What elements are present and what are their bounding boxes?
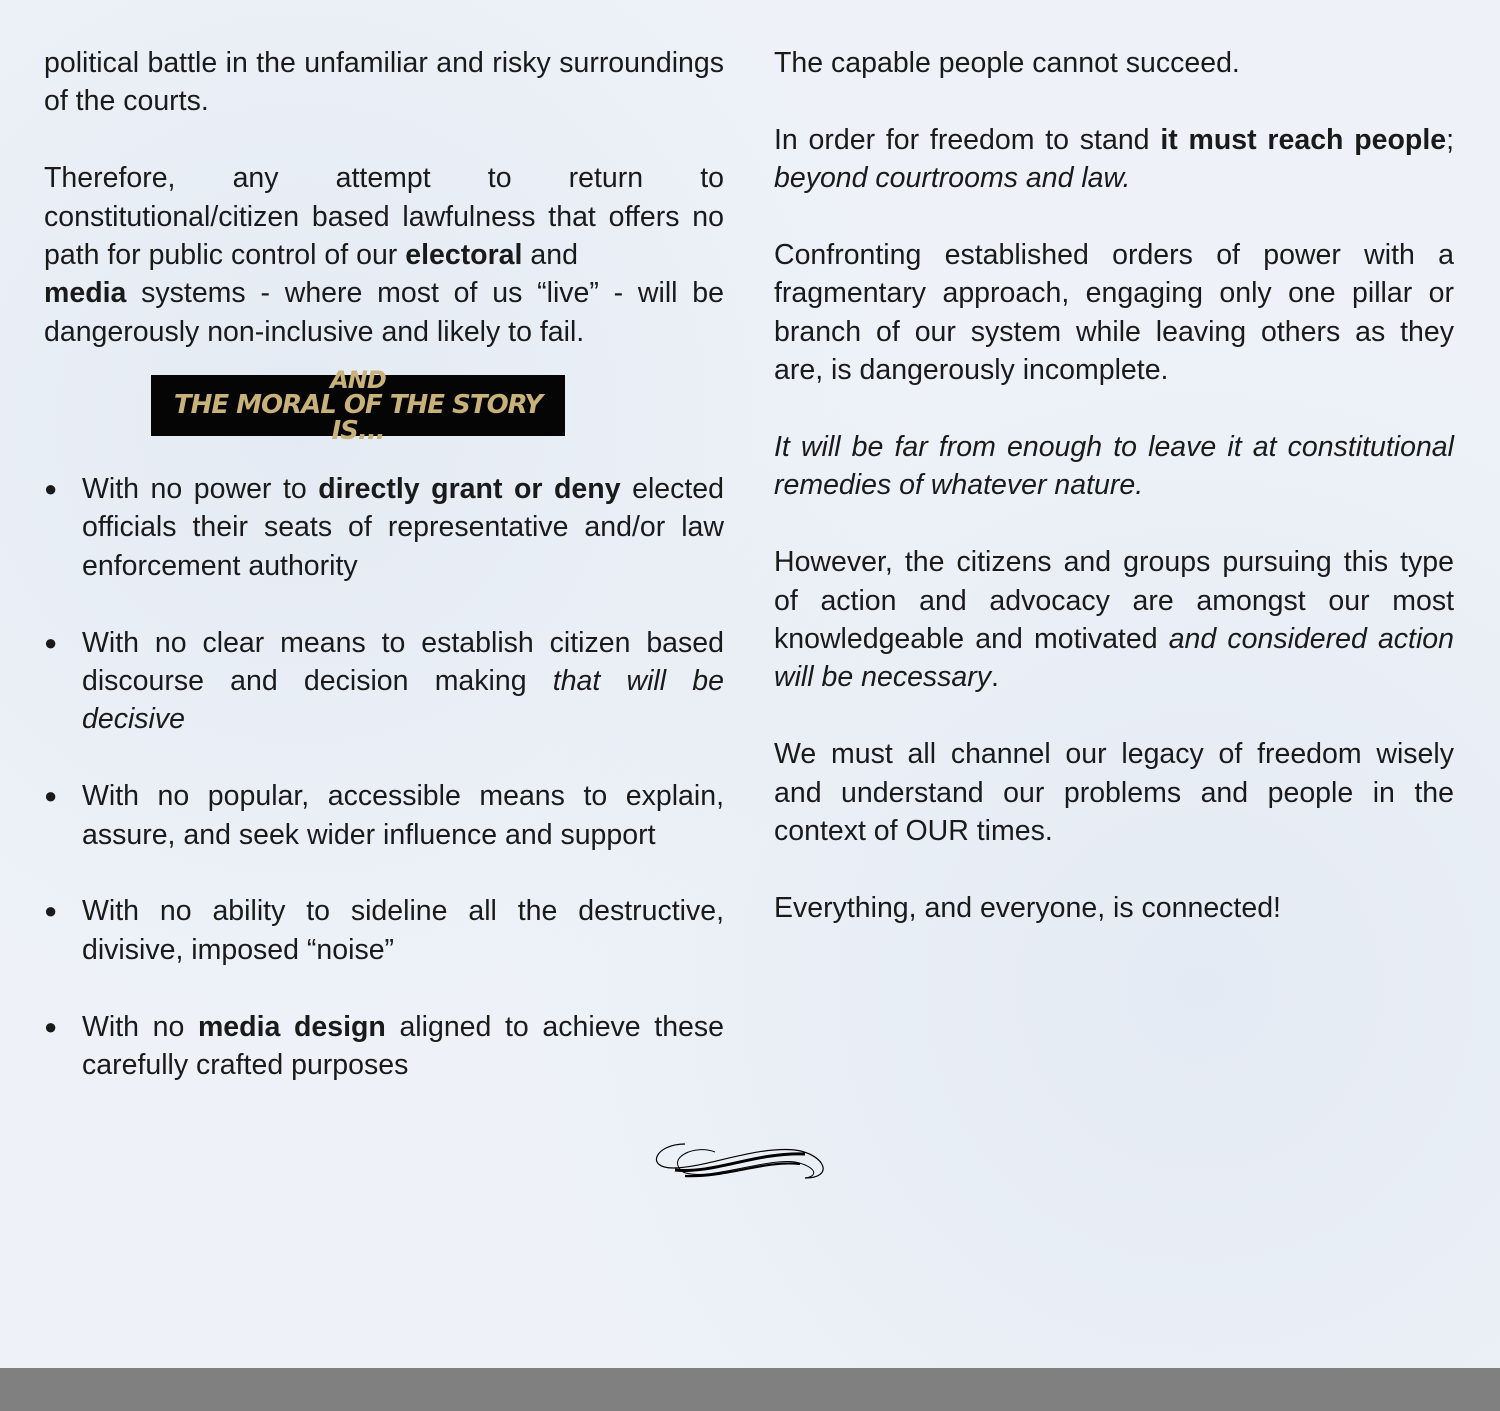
banner-line-2: THE MORAL OF THE STORY IS... [173, 389, 543, 446]
list-item [44, 1008, 724, 1085]
text: With no clear means to establish citizen based discourse and decision making [82, 626, 724, 698]
paragraph-courts: political battle in the unfamiliar and risky surroundings of the courts. [44, 47, 724, 118]
list-item [44, 624, 724, 739]
paragraph-confronting: Confronting established orders of power with a fragmentary approach, engaging only one pillar or branch of our system while leaving others as they are, is dangerously incomplete. [774, 239, 1454, 387]
paragraph-capable: The capable people cannot succeed. [774, 47, 1240, 79]
bold-text: media design [197, 1010, 386, 1043]
text: With no power to [82, 473, 319, 505]
text: . [991, 661, 999, 694]
list-item [44, 470, 724, 585]
list-item [44, 777, 724, 854]
text: ; [1446, 123, 1455, 156]
text: elected officials their seats of representative and/or law enforcement authority [82, 473, 724, 582]
bullet-icon: ● [44, 629, 58, 655]
text: With no popular, accessible means to explain, assure, and seek wider influence and support [82, 780, 724, 851]
paragraph-however [774, 543, 1454, 697]
text: systems - where most of us “live” - will be dangerously non-inclusive and likely to fail. [44, 277, 724, 348]
italic-text: and considered action will be necessary [774, 623, 1454, 694]
text: and [522, 239, 578, 272]
text: aligned to achieve these carefully crafted purposes [82, 1010, 724, 1082]
bullet-icon: ● [44, 898, 58, 924]
bold-electoral: electoral [405, 239, 523, 272]
bold-media: media [44, 277, 127, 310]
left-column [44, 44, 724, 394]
bullet-icon: ● [44, 783, 58, 809]
bullet-icon: ● [44, 476, 58, 501]
paragraph-freedom [774, 121, 1454, 198]
italic-text: that will be decisive [82, 665, 725, 736]
bullet-list [44, 470, 724, 1123]
italic-text: beyond courtrooms and law. [774, 162, 1131, 195]
bold-text: directly grant or deny [318, 473, 621, 505]
italic-text: It will be far from enough to leave it at constitutional remedies of whatever nature. [774, 431, 1454, 502]
list-item [44, 892, 724, 969]
text: With no [82, 1010, 198, 1043]
flourish-divider-icon [645, 1138, 830, 1186]
moral-banner-image [151, 365, 565, 446]
text: With no ability to sideline all the destructive, divisive, imposed “noise” [82, 895, 724, 966]
paragraph-far-from-enough [774, 428, 1454, 505]
paragraph-legacy: We must all channel our legacy of freedom wisely and understand our problems and people in the context of OUR times. [774, 738, 1454, 848]
bold-text: it must reach people [1160, 123, 1447, 156]
right-column [774, 44, 1454, 966]
text: Therefore, any attempt to return to constitutional/citizen based lawfulness that offers no path for public control of our [44, 162, 724, 272]
footer-bar [0, 1368, 1500, 1411]
text: However, the citizens and groups pursuing this type of action and advocacy are amongst our most knowledgeable and motivated [774, 546, 1454, 656]
text: In order for freedom to stand [774, 123, 1161, 156]
paragraph-therefore [44, 159, 724, 351]
banner-line-1: AND [330, 365, 386, 394]
paragraph-connected: Everything, and everyone, is connected! [774, 891, 1281, 924]
bullet-icon: ● [44, 1013, 58, 1039]
